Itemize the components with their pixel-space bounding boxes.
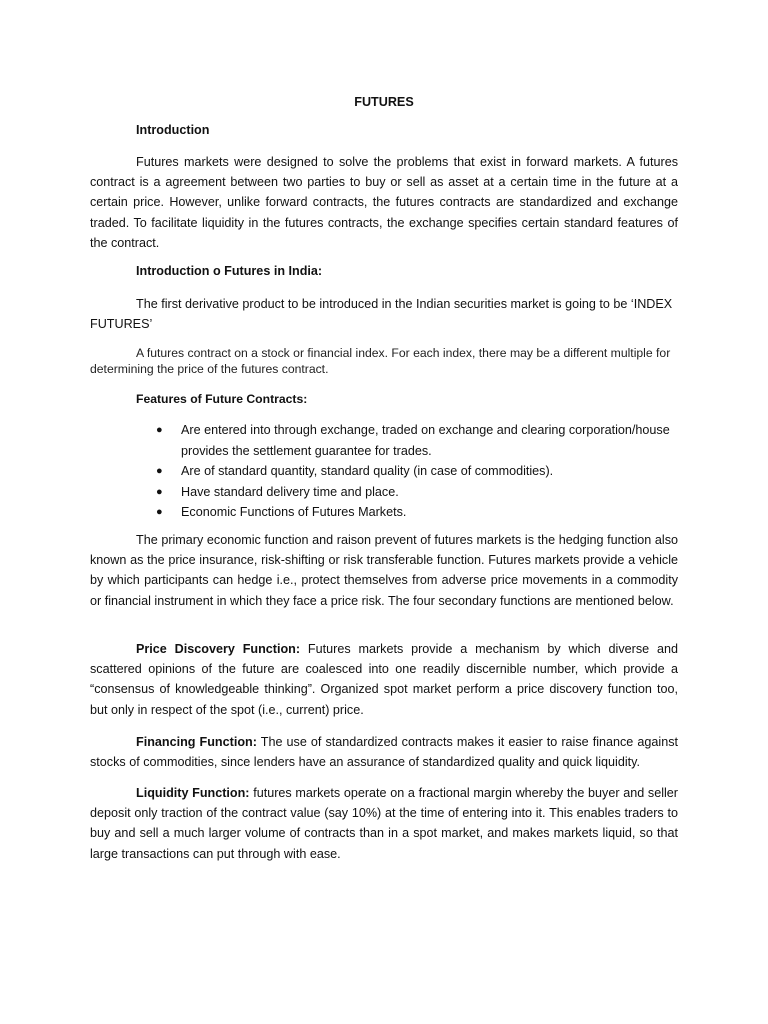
bullet-icon: ● — [156, 506, 163, 519]
feature-text: Have standard delivery time and place. — [181, 484, 399, 499]
india-paragraph: The first derivative product to be introduced in the Indian securities market is going to be ‘INDEX FUTURES’ — [90, 297, 673, 332]
bullet-icon: ● — [156, 465, 163, 478]
list-item — [136, 420, 678, 461]
india-heading: Introduction o Futures in India: — [136, 264, 323, 278]
features-list — [136, 420, 678, 523]
financing-paragraph — [90, 732, 678, 772]
price-discovery-label: Price Discovery Function: — [136, 642, 301, 656]
list-item — [136, 482, 678, 503]
economic-paragraph: The primary economic function and raison prevent of futures markets is the hedging function also known as the price insurance, risk-shifting or risk transferable function. Futures markets provide a vehicle by which participants can hedge i.e., protect themselves from adverse price movements in a commodity or financial instrument in which they face a price risk. The four secondary functions are mentioned below. — [90, 533, 678, 608]
feature-text: Economic Functions of Futures Markets. — [181, 505, 407, 520]
bullet-icon: ● — [156, 485, 163, 498]
liquidity-paragraph — [90, 783, 678, 864]
liquidity-text: futures markets operate on a fractional margin whereby the buyer and seller deposit only traction of the contract value (say 10%) at the time of entering into it. This enables traders to buy and sell a much larger volume of contracts than in a spot market, and makes markets liquid, so that large transactions can put through with ease. — [90, 786, 679, 861]
list-item — [136, 461, 678, 482]
intro-paragraph: Futures markets were designed to solve the problems that exist in forward markets. A futures contract is a agreement between two parties to buy or sell as asset at a certain time in the future at a certain price. However, unlike forward contracts, the futures contracts are standardized and exchange traded. To facilitate liquidity in the futures contracts, the exchange specifies certain standard features of the contract. — [90, 155, 678, 250]
financing-text: The use of standardized contracts makes it easier to raise finance against stocks of commodities, since lenders have an assurance of standardized quality and quick liquidity. — [90, 735, 679, 770]
bullet-icon: ● — [156, 424, 163, 436]
liquidity-label: Liquidity Function: — [136, 786, 250, 800]
index-paragraph: A futures contract on a stock or financial index. For each index, there may be a different multiple for determining the price of the futures contract. — [90, 346, 671, 377]
features-heading: Features of Future Contracts: — [136, 392, 308, 406]
price-discovery-text: Futures markets provide a mechanism by which diverse and scattered opinions of the future are coalesced into one readily discernible number, which provide a “consensus of knowledgeable thinking”. Organized spot market perform a price discovery function too, but only in respect of the spot (i.e., current) price. — [90, 642, 678, 717]
document-title: FUTURES — [354, 95, 414, 109]
list-item — [136, 502, 678, 523]
feature-text: Are of standard quantity, standard quality (in case of commodities). — [181, 464, 554, 479]
financing-label: Financing Function: — [136, 735, 257, 749]
feature-text: Are entered into through exchange, traded on exchange and clearing corporation/house provides the settlement guarantee for trades. — [181, 423, 670, 458]
price-discovery-paragraph — [90, 639, 678, 720]
intro-heading: Introduction — [136, 123, 210, 137]
